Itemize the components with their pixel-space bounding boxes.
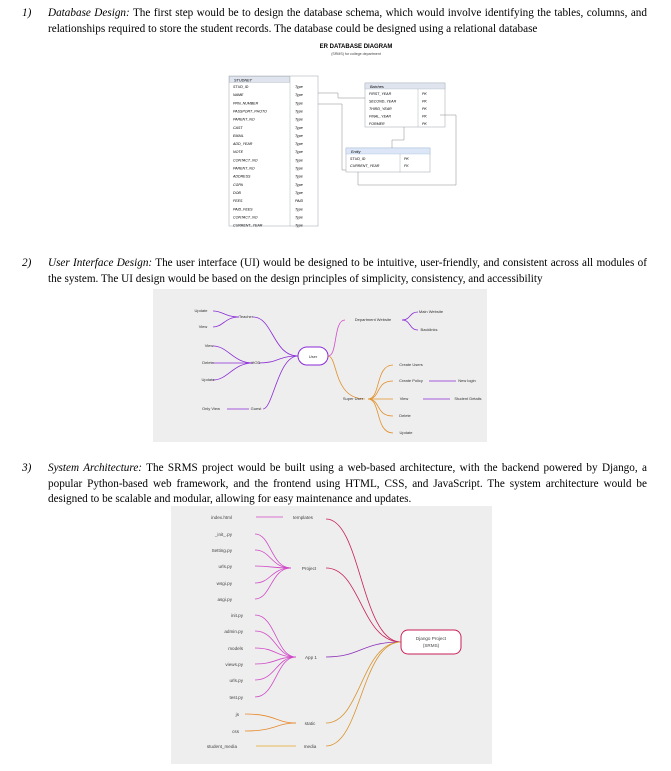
er-subtitle: (SRMS) for college department xyxy=(331,52,381,56)
column-type: Type xyxy=(295,109,303,114)
column-type: Type xyxy=(295,166,303,171)
section-text: The SRMS project would be built using a web-based architecture, with the backend powered by Django, a popular Python-based web framework, and the frontend using HTML, CSS, and JavaScript. The system architecture would be designed to be scalable and modular, allowing for easy maintenance and updates. xyxy=(48,462,647,505)
column-name: ADDRESS xyxy=(233,174,251,179)
node-wsgi-py: wsgi.py xyxy=(216,581,232,586)
column-name: DOB xyxy=(233,190,241,195)
column-name: FEES xyxy=(233,199,243,204)
node-init-py: _init_.py xyxy=(214,532,232,537)
column-type: PK xyxy=(422,92,427,96)
column-type: Type xyxy=(295,223,303,228)
root-node-line1: Django Project xyxy=(415,636,447,641)
node-only-view: Only View xyxy=(202,406,220,411)
column-name: CONTACT_NO xyxy=(233,158,258,163)
column-name: FIRST_YEAR xyxy=(369,92,392,96)
column-name: CGPA xyxy=(233,182,243,187)
batches-table xyxy=(365,83,445,127)
column-name: THIRD_YEAR xyxy=(369,107,392,111)
column-type: PK xyxy=(422,99,427,104)
section-2 xyxy=(22,256,647,287)
section-1 xyxy=(22,6,647,37)
node-create-users: Create Users xyxy=(399,362,423,367)
column-type: PK xyxy=(422,122,427,126)
column-type: Type xyxy=(295,182,303,187)
column-type: Type xyxy=(295,215,303,220)
section-number: 3) xyxy=(22,462,32,474)
column-type: Type xyxy=(295,117,303,122)
column-name: CURRENT_YEAR xyxy=(350,164,380,168)
architecture-mindmap xyxy=(171,506,492,764)
column-name: FINAL_YEAR xyxy=(369,114,391,119)
column-type: Type xyxy=(295,150,303,155)
section-number: 2) xyxy=(22,257,32,269)
node-student-media: student_media xyxy=(206,744,237,749)
ui-mindmap xyxy=(153,289,487,442)
column-name: PRN_NUMBER xyxy=(233,101,259,106)
node-asgi-py: asgi.py xyxy=(217,597,232,602)
node-css: css xyxy=(232,729,239,734)
batches-table-name: Batches xyxy=(370,85,384,89)
node-delete: Delete xyxy=(399,413,411,418)
node-test-py: test.py xyxy=(229,695,243,700)
node-admin-py: admin.py xyxy=(224,629,243,634)
er-diagram xyxy=(0,40,671,240)
node-project: Project xyxy=(301,566,317,571)
column-type: PAID xyxy=(295,199,304,204)
node-media: media xyxy=(303,744,317,749)
node-static: static xyxy=(304,721,316,726)
node-create-policy: Create Policy xyxy=(399,378,423,383)
column-type: Type xyxy=(295,174,303,179)
node-js: js xyxy=(235,712,239,717)
column-name: STUD_ID xyxy=(350,157,366,161)
column-type: PK xyxy=(404,157,409,161)
node-init-py: init.py xyxy=(230,613,243,618)
root-node-line2: (SRMS) xyxy=(422,643,440,648)
column-name: CURRENT_YEAR xyxy=(233,223,263,228)
node-view: View xyxy=(198,324,208,329)
center-node-user: User xyxy=(308,354,318,359)
node-index-html: index.html xyxy=(211,515,232,520)
node-new-login: New login xyxy=(458,378,476,383)
node-update: Update xyxy=(194,308,208,313)
node-templates: templates xyxy=(293,515,313,520)
section-heading: System Architecture: xyxy=(48,462,143,474)
node-hod: HOD xyxy=(251,360,261,365)
column-type: Type xyxy=(295,158,303,163)
node-department-website: Department Website xyxy=(354,317,392,322)
entity-table-name: Entity xyxy=(351,150,361,154)
section-text: The first step would be to design the database schema, which would involve identifying the tables, columns, and relationships required to store the student records. The database could be designed using a relational database xyxy=(48,7,647,35)
column-name: CONTACT_NO xyxy=(233,215,258,220)
column-type: Type xyxy=(295,133,303,138)
column-name: CAST xyxy=(233,125,243,130)
node-student-details: Student Details xyxy=(454,396,482,401)
node-update: Update xyxy=(201,377,215,382)
student-table xyxy=(229,76,318,228)
column-type: PK xyxy=(422,114,427,119)
column-name: EMAIL xyxy=(233,133,244,138)
column-type: Type xyxy=(295,101,303,106)
column-type: Type xyxy=(295,93,303,98)
column-name: STUD_ID xyxy=(233,85,249,89)
column-name: PASSPORT_PHOTO xyxy=(233,109,267,114)
node-delete: Delete xyxy=(202,360,214,365)
section-3 xyxy=(22,461,647,508)
column-type: Type xyxy=(295,190,303,195)
column-name: PARENT_NO xyxy=(233,166,255,171)
node-main-website: Main Website xyxy=(418,309,444,314)
column-type: Type xyxy=(295,125,303,130)
section-text: The user interface (UI) would be designed to be intuitive, user-friendly, and consistent across all modules of the system. The UI design would be based on the design principles of simplicity, consistency, and accessibility xyxy=(48,257,647,285)
node-backlinks: Backlinks xyxy=(420,327,438,332)
column-name: SECOND_YEAR xyxy=(369,99,397,104)
section-heading: User Interface Design: xyxy=(48,257,153,269)
node-urls-py: urls.py xyxy=(229,678,243,683)
column-name: NAME xyxy=(233,93,244,98)
node-view: View xyxy=(399,396,409,401)
node-update: Update xyxy=(399,430,413,435)
node-urls-py: urls.py xyxy=(218,564,232,569)
node-guest: Guest xyxy=(250,406,262,411)
node-views-py: views.py xyxy=(225,662,243,667)
node-teacher: Teacher xyxy=(238,314,254,319)
entity-table xyxy=(346,148,430,172)
column-name: PARENT_NO xyxy=(233,117,255,122)
column-type: Type xyxy=(295,207,303,212)
column-name: NOTE xyxy=(233,150,243,155)
column-name: PAID_FEES xyxy=(233,207,253,212)
section-heading: Database Design: xyxy=(48,7,130,19)
node-view: View xyxy=(204,343,214,348)
column-type: Type xyxy=(295,142,303,147)
node-models: models xyxy=(228,646,243,651)
node-app1: App 1 xyxy=(304,655,318,660)
column-type: PK xyxy=(422,107,427,111)
column-type: Type xyxy=(295,85,303,89)
er-title: ER DATABASE DIAGRAM xyxy=(319,44,393,50)
column-name: ADD_YEAR xyxy=(233,142,253,147)
node-super-user: Super User xyxy=(342,396,364,401)
column-type: FK xyxy=(404,164,409,168)
student-table-name: STUDNET xyxy=(234,78,252,83)
column-name: FORMER xyxy=(369,122,385,126)
section-number: 1) xyxy=(22,7,32,19)
node-setting-py: Setting.py xyxy=(211,548,232,553)
